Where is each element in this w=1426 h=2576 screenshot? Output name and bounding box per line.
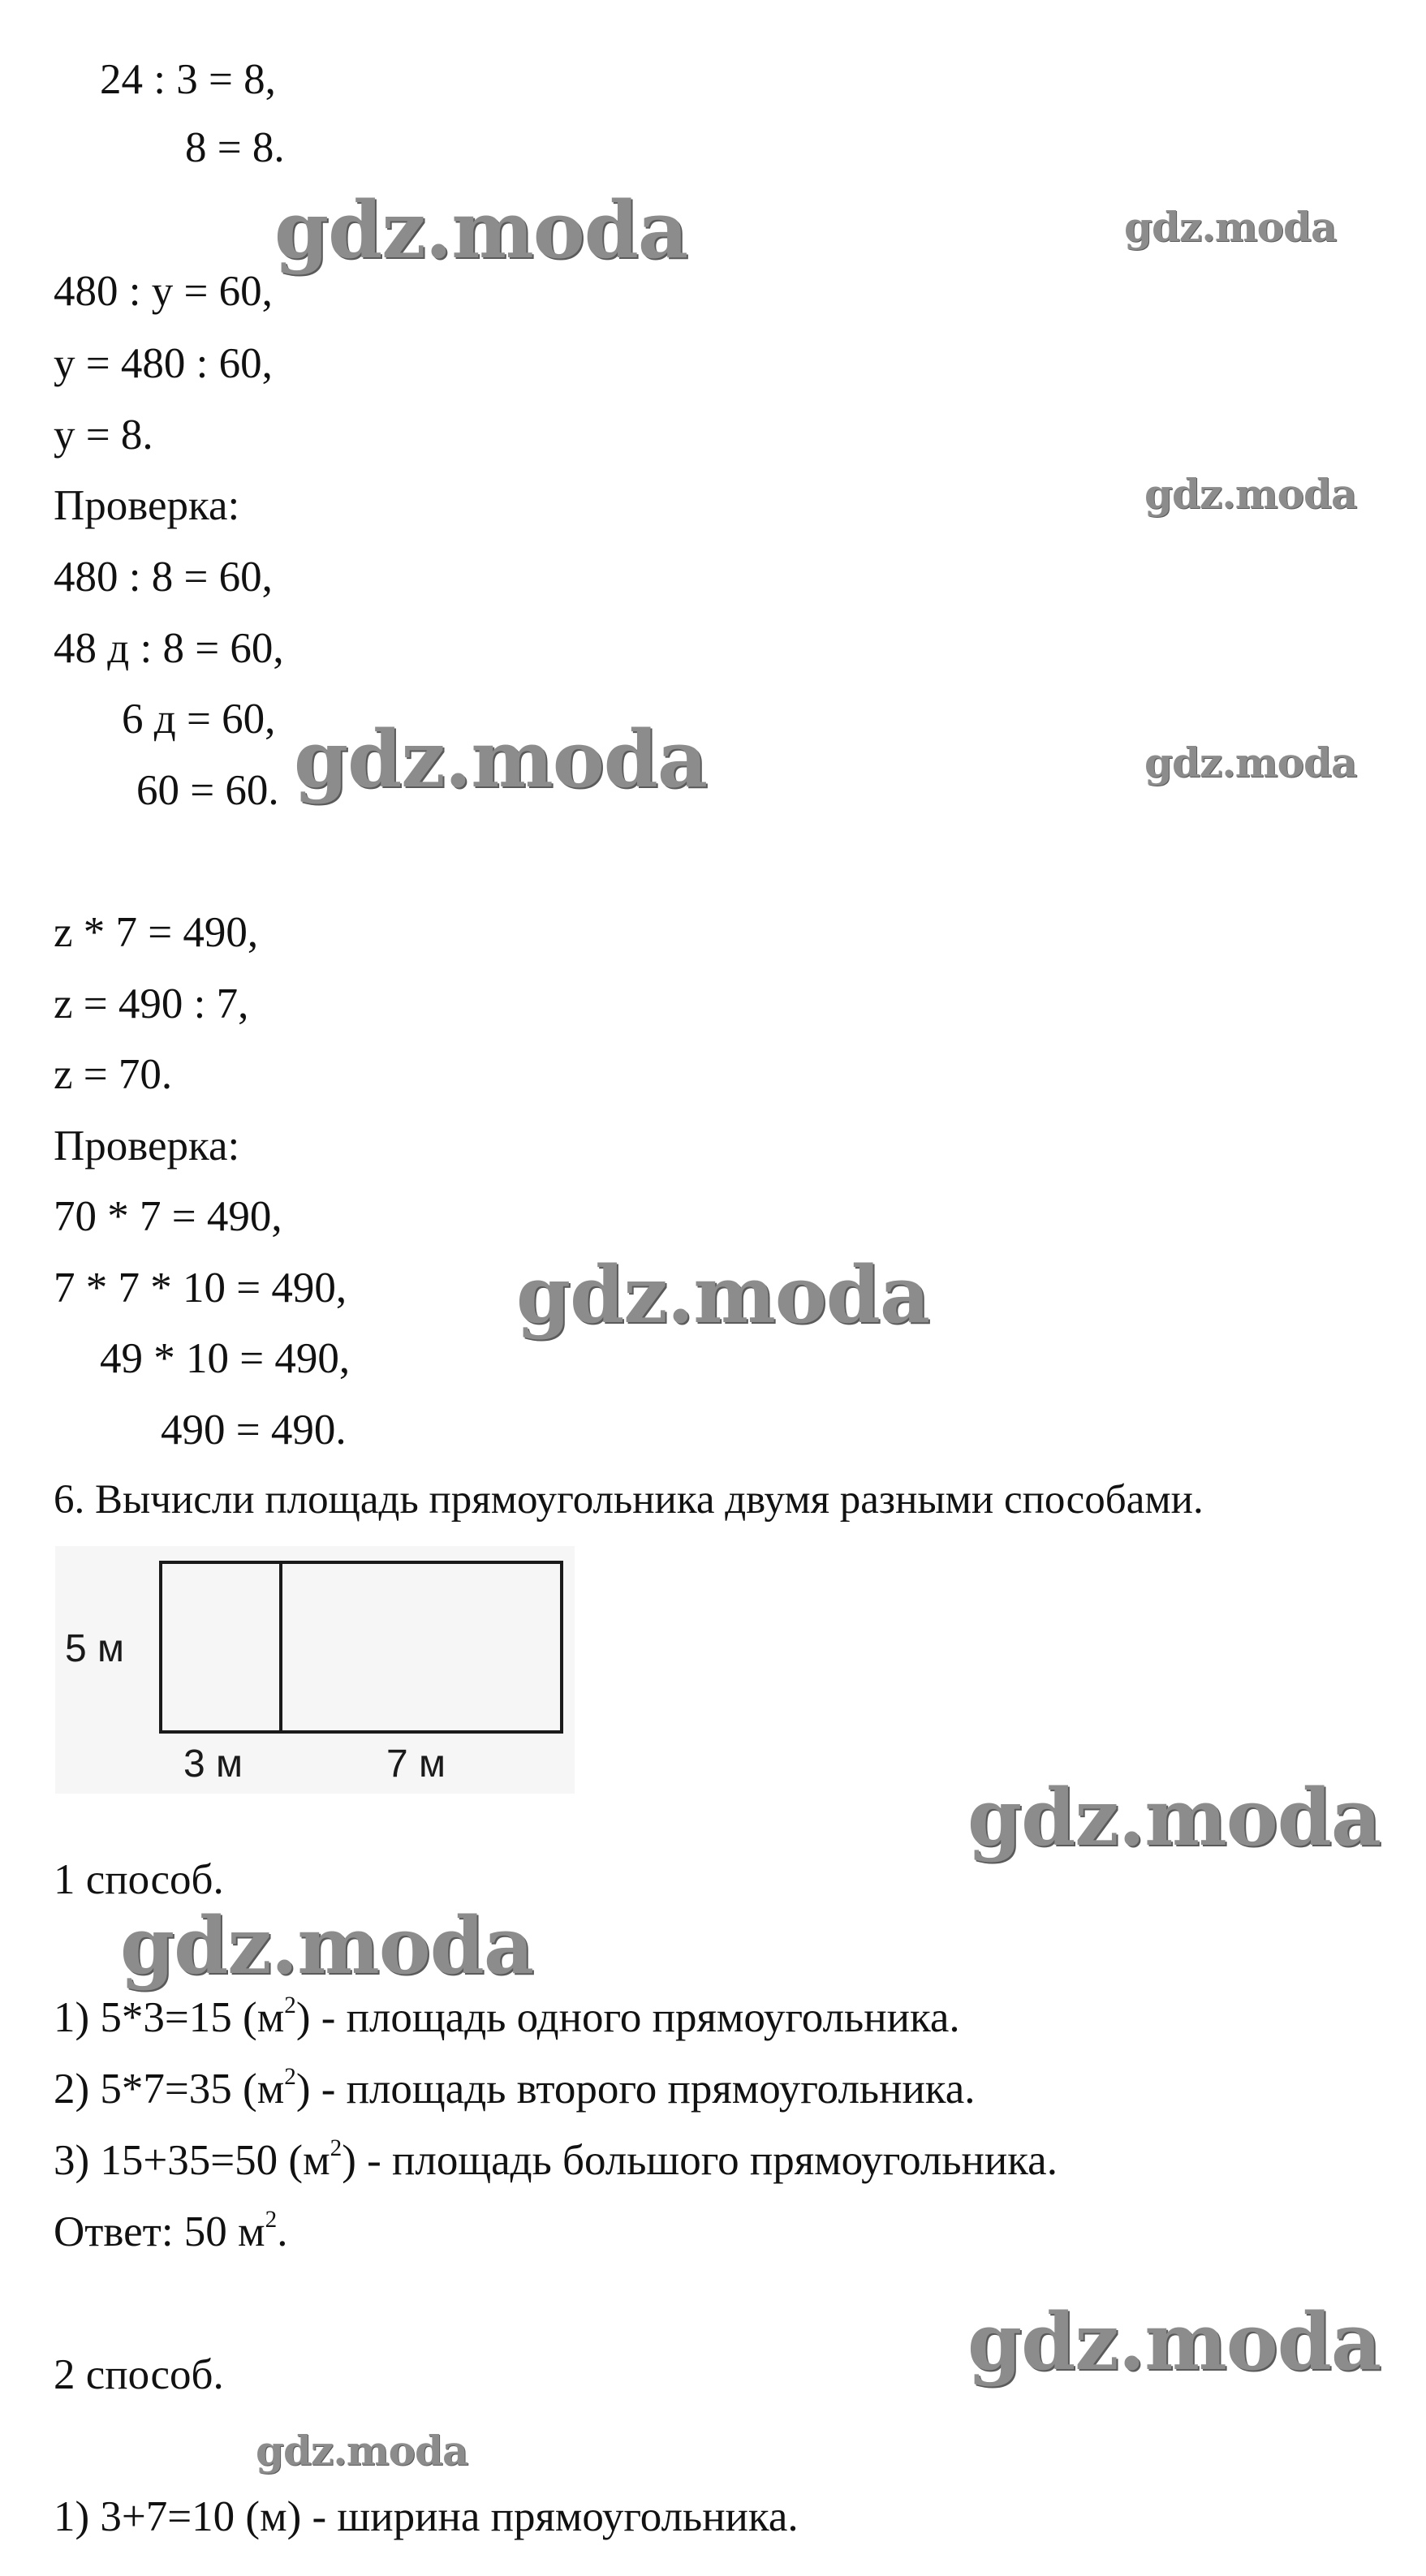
solution-step: [54, 2063, 976, 2113]
answer-text: .: [277, 2208, 288, 2255]
equation-line: y = 8.: [54, 411, 153, 459]
superscript: 2: [284, 1992, 296, 2018]
equation-line: 70 * 7 = 490,: [54, 1193, 282, 1240]
method-heading: 2 способ.: [54, 2351, 224, 2398]
watermark: gdz.moda: [1144, 470, 1357, 518]
answer-line: [54, 2206, 288, 2255]
watermark: gdz.moda: [120, 1900, 534, 1992]
method-heading: 1 способ.: [54, 1856, 224, 1903]
equation-line: y = 480 : 60,: [54, 340, 273, 387]
equation-line: z = 490 : 7,: [54, 980, 249, 1027]
equation-line: 8 = 8.: [185, 124, 285, 171]
solution-step: [54, 1992, 960, 2041]
step-text: 1) 5*3=15 (м: [54, 1994, 285, 2041]
watermark: gdz.moda: [1144, 739, 1357, 786]
task-heading: 6. Вычисли площадь прямоугольника двумя разными способами.: [54, 1477, 1204, 1523]
watermark: gdz.moda: [516, 1249, 930, 1341]
equation-line: 480 : 8 = 60,: [54, 554, 273, 601]
step-text: 3) 15+35=50 (м: [54, 2137, 330, 2184]
watermark: gdz.moda: [274, 184, 688, 276]
check-heading: Проверка:: [54, 482, 240, 529]
left-width-label: 3 м: [183, 1742, 243, 1786]
big-rectangle: [159, 1561, 563, 1734]
equation-line: z * 7 = 490,: [54, 909, 259, 956]
rectangle-divider: [279, 1561, 282, 1734]
step-text: ) - площадь большого прямоугольника.: [342, 2137, 1058, 2184]
watermark: gdz.moda: [967, 1772, 1381, 1863]
watermark: gdz.moda: [256, 2427, 468, 2475]
equation-line: 6 д = 60,: [122, 696, 276, 743]
equation-line: 24 : 3 = 8,: [100, 56, 276, 103]
superscript: 2: [284, 2063, 296, 2090]
watermark: gdz.moda: [294, 713, 708, 805]
rectangle-figure: [55, 1546, 575, 1794]
equation-line: 7 * 7 * 10 = 490,: [54, 1264, 347, 1312]
solution-step: [54, 2134, 1058, 2184]
equation-line: 60 = 60.: [136, 767, 279, 814]
height-label: 5 м: [65, 1627, 125, 1670]
right-width-label: 7 м: [386, 1742, 446, 1786]
step-text: ) - площадь второго прямоугольника.: [295, 2066, 976, 2113]
step-text: 2) 5*7=35 (м: [54, 2066, 285, 2113]
watermark: gdz.moda: [967, 2296, 1381, 2388]
equation-line: z = 70.: [54, 1051, 173, 1098]
superscript: 2: [265, 2206, 278, 2233]
check-heading: Проверка:: [54, 1122, 240, 1170]
solution-step: 1) 3+7=10 (м) - ширина прямоугольника.: [54, 2493, 799, 2540]
equation-line: 49 * 10 = 490,: [100, 1335, 351, 1382]
answer-text: Ответ: 50 м: [54, 2208, 265, 2255]
superscript: 2: [330, 2134, 342, 2161]
equation-line: 48 д : 8 = 60,: [54, 625, 284, 672]
watermark: gdz.moda: [1124, 203, 1337, 251]
equation-line: 480 : y = 60,: [54, 268, 273, 315]
equation-line: 490 = 490.: [161, 1406, 347, 1454]
step-text: ) - площадь одного прямоугольника.: [295, 1994, 960, 2041]
